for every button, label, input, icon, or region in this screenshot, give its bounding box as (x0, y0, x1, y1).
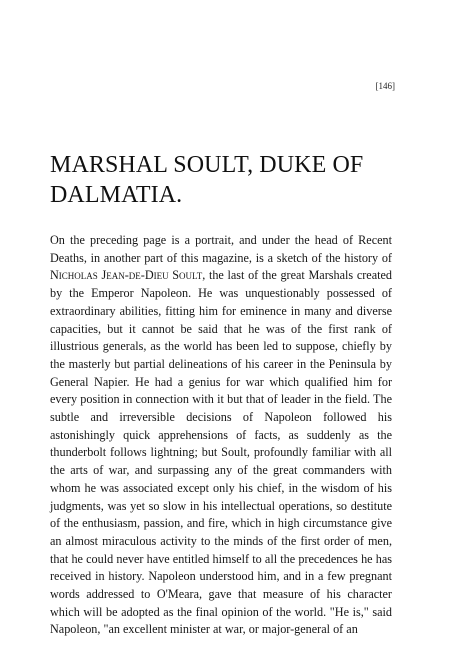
body-text-intro: On the preceding page is a portrait, and under the head of Recent Deaths, in another part of this magazine, is a sketch of the history of (50, 233, 392, 265)
body-text-main: , the last of the great Marshals created by the Emperor Napoleon. He was unquestionably possessed of extraordinary abilities, fitting him for eminence in many and diverse capacities, but it cannot be said that he was of the first rank of illustrious generals, as the world has been led to suppose, chiefly by the masterly but partial delineations of his career in the Peninsula by General Napier. He had a genius for war which qualified him for every position in connection with it but that of leader in the field. The subtle and irreversible decisions of Napoleon followed his astonishingly quick apprehensions of facts, as suddenly as the thunderbolt follows lightning; but Soult, profoundly familiar with all the arts of war, and surpassing any of the great commanders with whom he was associated except only his chief, in the wisdom of his judgments, was yet so slow in his intellectual operations, so destitute of the enthusiasm, passion, and fire, which in high circumstance give an almost miraculous activity to the minds of the first order of men, that he could never have entitled himself to all the precedences he has received in history. Napoleon understood him, and in a few pregnant words addressed to O'Meara, gave that measure of his character which will be adopted as the final opinion of the world. "He is," said Napoleon, "an excellent minister at war, or major-general of an (50, 268, 392, 637)
page-number: [146] (375, 81, 395, 91)
subject-name: Nicholas Jean-de-Dieu Soult (50, 268, 203, 283)
article-body (50, 232, 392, 639)
article-title: MARSHAL SOULT, DUKE OF DALMATIA. (50, 152, 364, 208)
